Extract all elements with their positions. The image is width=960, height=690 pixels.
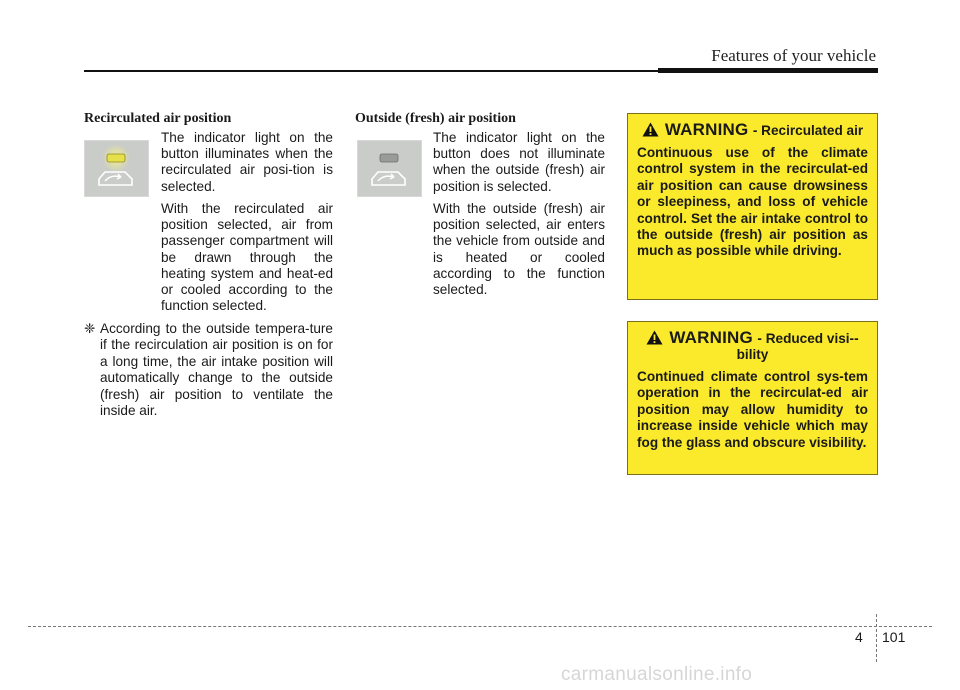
recirculated-paragraph-2: With the recirculated air position selected, air from passenger compartment will be drawn through the heating system and heat-ed or cooled according to the function selected.	[161, 201, 333, 314]
header-rule-accent	[658, 68, 878, 73]
warning-label: WARNING	[664, 120, 749, 139]
section-header-title: Features of your vehicle	[711, 46, 876, 65]
warning-subtitle: - Recirculated air	[752, 123, 864, 138]
fresh-air-title: Outside (fresh) air position	[355, 111, 516, 126]
chapter-number: 4	[855, 629, 863, 645]
footer-rule	[28, 626, 932, 627]
fresh-air-button-off-icon	[357, 140, 422, 197]
warning-triangle-icon	[646, 330, 663, 345]
warning-header	[637, 122, 868, 139]
recirculated-paragraph-1: The indicator light on the button illuminates when the recirculated air posi-tion is selected.	[161, 130, 333, 194]
warning-box-recirculated	[627, 113, 878, 300]
warning-body: Continued climate control sys-tem operation in the recirculat-ed air position may allow humidity to increase inside vehicle which may fog the glass and obscure visibility.	[637, 369, 868, 450]
page-number: 101	[882, 629, 906, 645]
warning-triangle-icon	[642, 122, 659, 137]
fresh-air-paragraph-2: With the outside (fresh) air position selected, air enters the vehicle from outside and is heated or cooled according to the function selected.	[433, 201, 605, 298]
recirculation-button-on-icon	[84, 140, 149, 197]
recirculation-note	[84, 321, 333, 419]
fresh-air-paragraph-1: The indicator light on the button does not illuminate when the outside (fresh) air position is selected.	[433, 130, 605, 194]
footer-divider	[876, 614, 877, 662]
warning-subtitle: - Reduced visi-bility	[736, 331, 859, 362]
note-text: According to the outside tempera-ture if the recirculation air position is on for a long time, the air intake position will automatically change to the outside (fresh) air position to ventilate the inside air.	[100, 321, 333, 419]
recirculated-title: Recirculated air position	[84, 111, 232, 126]
warning-header	[637, 330, 868, 363]
warning-label: WARNING	[669, 328, 753, 347]
note-symbol: ❈	[84, 321, 96, 336]
warning-box-visibility	[627, 321, 878, 475]
warning-body: Continuous use of the climate control system in the recirculat-ed air position can cause drowsiness or sleepiness, and loss of vehicle control. Set the air intake control to the outside (fresh) air position as much as possible while driving.	[637, 145, 868, 259]
watermark-text: carmanualsonline.info	[561, 664, 753, 685]
